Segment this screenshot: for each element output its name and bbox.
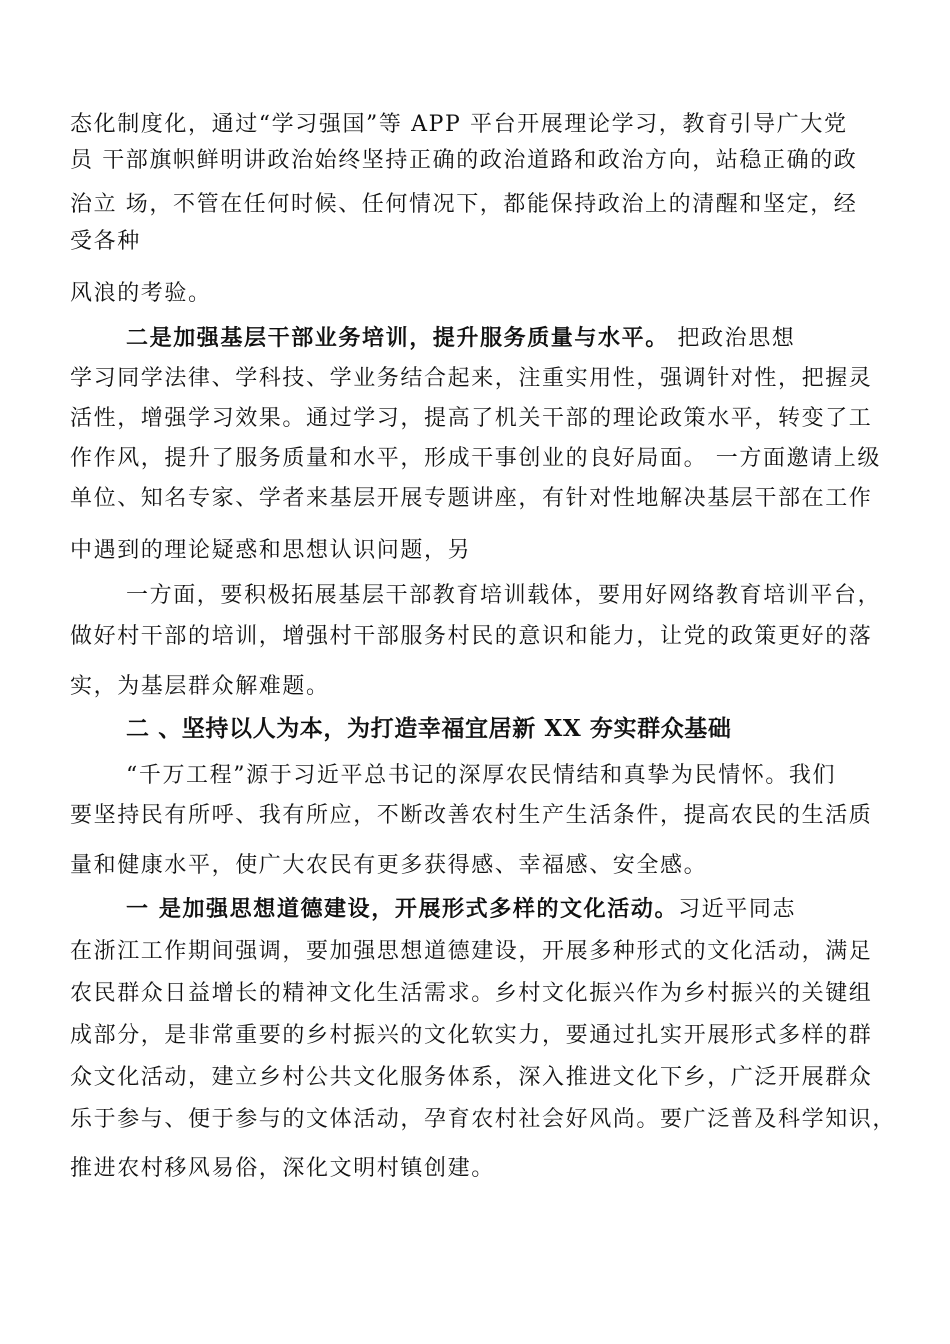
text-line: 受各种 — [70, 229, 141, 254]
paragraph-lead-bold: 二是加强基层干部业务培训，提升服务质量与水平。 — [126, 325, 669, 351]
text-line: 众文化活动，建立乡村公共文化服务体系，深入推进文化下乡，广泛开展群众 — [70, 1065, 873, 1090]
text-line: 中遇到的理论疑惑和思想认识问题，另 — [70, 538, 472, 563]
text-line: 态化制度化，通过“学习强国”等 APP 平台开展理论学习，教育引导广大党 — [70, 112, 848, 137]
text-line: 学习同学法律、学科技、学业务结合起来，注重实用性，强调针对性，把握灵 — [70, 366, 873, 391]
text-line: 要坚持民有所呼、我有所应，不断改善农村生产生活条件，提高农民的生活质 — [70, 803, 873, 828]
text-line: 员 干部旗帜鲜明讲政治始终坚持正确的政治道路和政治方向，站稳正确的政 — [70, 148, 858, 173]
text-line: 作作风，提升了服务质量和水平，形成干事创业的良好局面。 一方面邀请上级 — [70, 446, 881, 471]
text-line: 农民群众日益增长的精神文化生活需求。乡村文化振兴作为乡村振兴的关键组 — [70, 981, 873, 1006]
text-line: 量和健康水平，使广大农民有更多获得感、幸福感、安全感。 — [70, 853, 708, 878]
paragraph-lead-text: 把政治思想 — [668, 326, 796, 351]
text-line: 活性，增强学习效果。通过学习，提高了机关干部的理论政策水平，转变了工 — [70, 406, 873, 431]
paragraph-lead-text: 习近平同志 — [678, 897, 797, 922]
section-heading: 二 、坚持以人为本，为打造幸福宜居新 XX 夯实群众基础 — [126, 715, 732, 742]
paragraph-lead-bold: 一 是加强思想道德建设，开展形式多样的文化活动。 — [126, 896, 679, 922]
text-line: “千万工程”源于习近平总书记的深厚农民情结和真挚为民情怀。我们 — [126, 763, 837, 788]
text-line: 风浪的考验。 — [70, 281, 212, 306]
text-line: 做好村干部的培训，增强村干部服务村民的意识和能力，让党的政策更好的落 — [70, 624, 873, 649]
paragraph-lead-line — [126, 894, 796, 925]
text-line: 实，为基层群众解难题。 — [70, 674, 330, 699]
text-line: 乐于参与、便于参与的文体活动，孕育农村社会好风尚。要广泛普及科学知识， — [70, 1107, 897, 1132]
text-line: 单位、知名专家、学者来基层开展专题讲座，有针对性地解决基层干部在工作 — [70, 486, 873, 511]
text-line: 推进农村移风易俗，深化文明村镇创建。 — [70, 1156, 495, 1181]
paragraph-lead-line — [126, 323, 795, 354]
text-line: 成部分，是非常重要的乡村振兴的文化软实力，要通过扎实开展形式多样的群 — [70, 1023, 873, 1048]
text-line: 治立 场，不管在任何时候、任何情况下，都能保持政治上的清醒和坚定，经 — [70, 192, 858, 217]
text-line: 在浙江工作期间强调，要加强思想道德建设，开展多种形式的文化活动，满足 — [70, 939, 873, 964]
text-line: 一方面，要积极拓展基层干部教育培训载体，要用好网络教育培训平台， — [126, 583, 882, 608]
